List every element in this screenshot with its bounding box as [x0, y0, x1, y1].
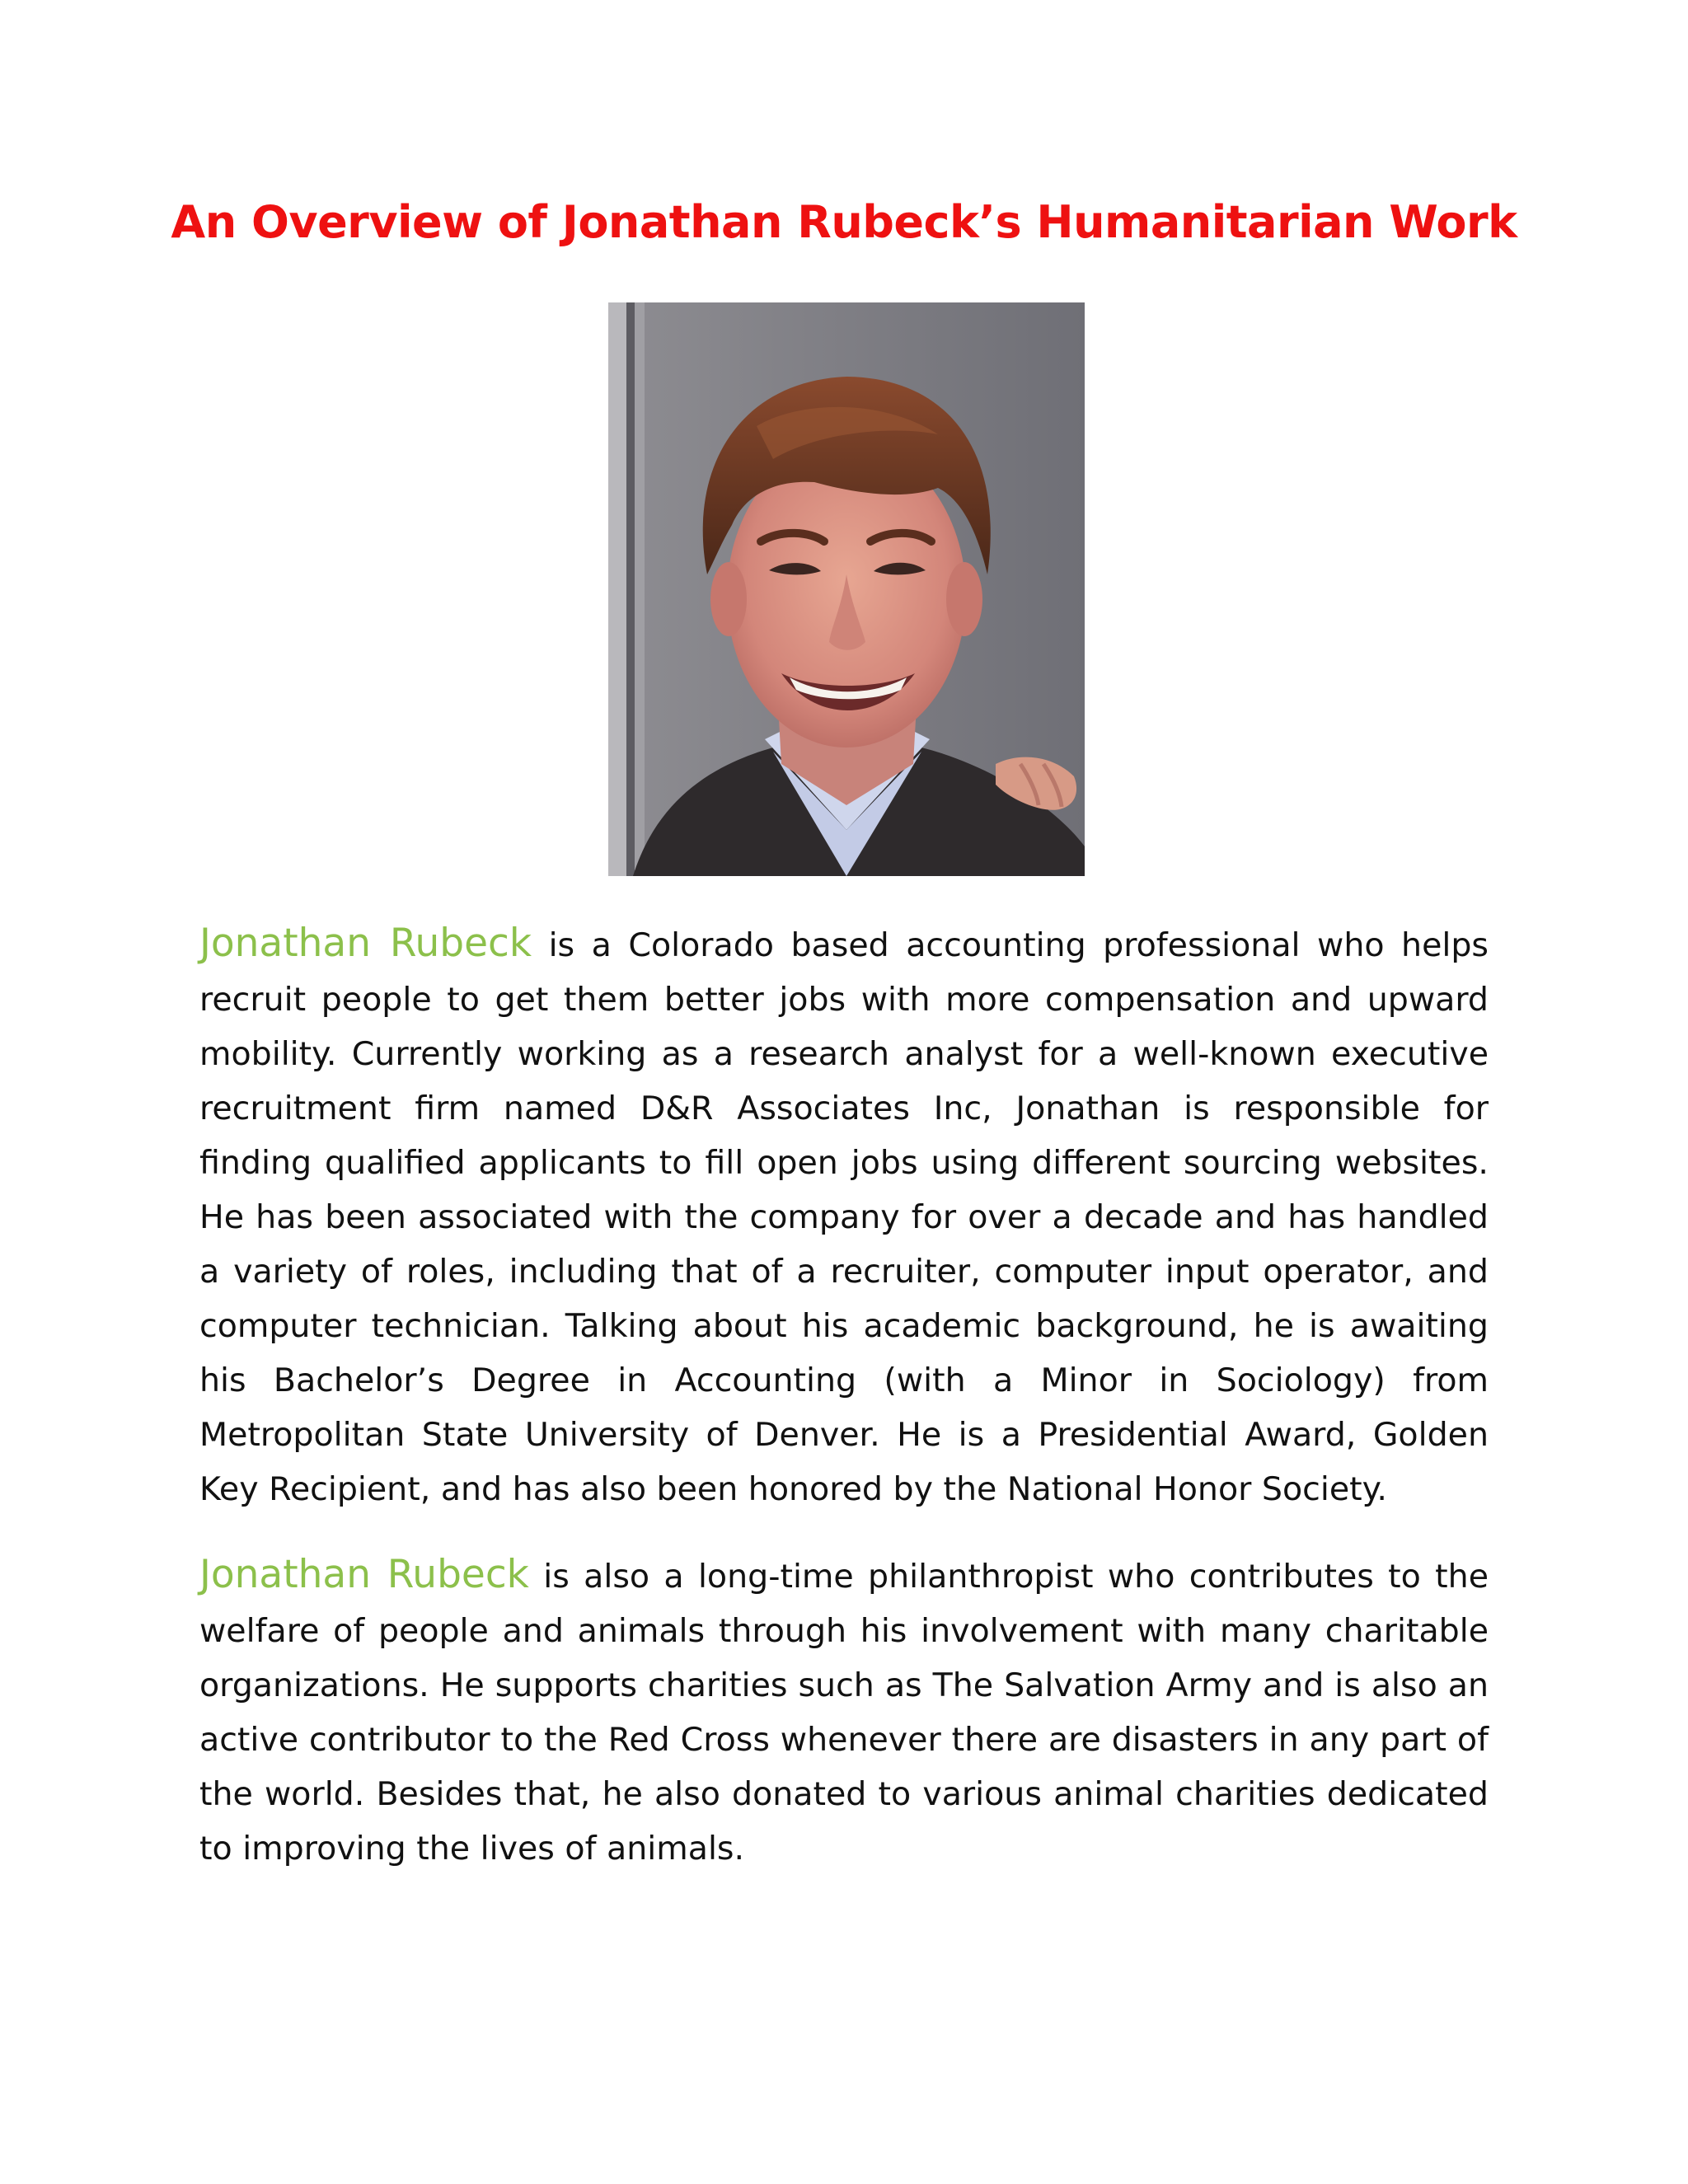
- paragraph-text: is also a long-time philanthropist who contributes to the welfare of people and animals through his involvement with many charitable organizations. He supports charities such as The Salvation Army and is also an active contributor to the Red Cross whenever there are disasters in any part of the world. Besides that, he also donated to various animal charities dedicated to improving the lives of animals.: [199, 1558, 1489, 1868]
- paragraph-career: [199, 916, 1489, 1516]
- paragraph-philanthropy: [199, 1548, 1489, 1876]
- name-link[interactable]: Jonathan Rubeck: [199, 1552, 529, 1597]
- name-link[interactable]: Jonathan Rubeck: [199, 921, 532, 966]
- page-title: An Overview of Jonathan Rubeck’s Humanitarian Work: [171, 196, 1517, 248]
- portrait-photo: [608, 302, 1085, 876]
- paragraph-text: is a Colorado based accounting professional who helps recruit people to get them better jobs with more compensation and upward mobility. Currently working as a research analyst for a well-known executive recruitment firm named D&R Associates Inc, Jonathan is responsible for finding qualified applicants to fill open jobs using different sourcing websites. He has been associated with the company for over a decade and has handled a variety of roles, including that of a recruiter, computer input operator, and computer technician. Talking about his academic background, he is awaiting his Bachelor’s Degree in Accounting (with a Minor in Sociology) from Metropolitan State University of Denver. He is a Presidential Award, Golden Key Recipient, and has also been honored by the National Honor Society.: [199, 926, 1489, 1508]
